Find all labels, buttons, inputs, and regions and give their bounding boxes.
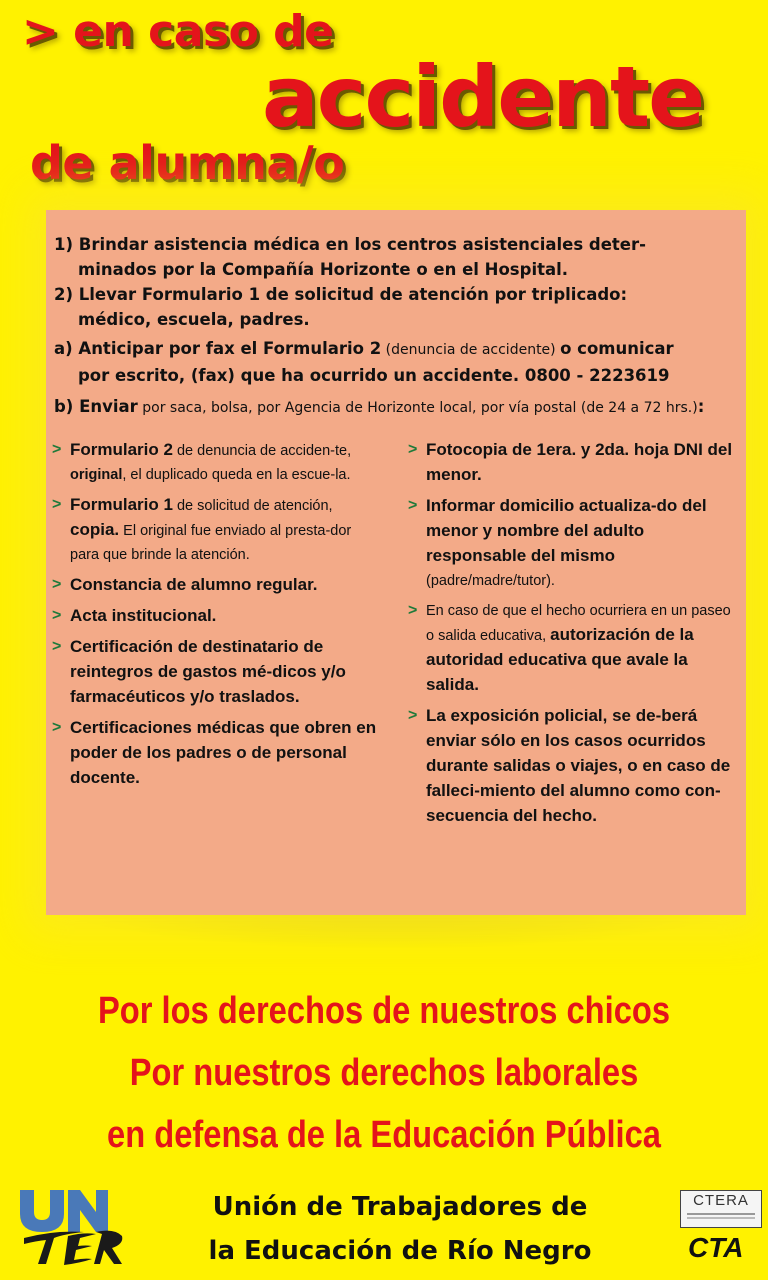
step-2-line-2: médico, escuela, padres. [78, 310, 310, 329]
step-b-bold-2: : [697, 397, 705, 416]
item-text-2: , el duplicado queda en la escue-la. [122, 467, 351, 483]
instructions-card [46, 210, 746, 915]
arrow-icon: > [52, 607, 62, 624]
slogan-1: Por los derechos de nuestros chicos [97, 990, 671, 1032]
list-item [52, 438, 382, 487]
step-b [54, 394, 744, 421]
steps-block [54, 232, 744, 421]
item-bold: Constancia de alumno regular. [70, 575, 318, 594]
list-item [52, 604, 382, 629]
headline-line-2: accidente [262, 48, 704, 146]
list-item [408, 494, 738, 593]
ctera-logo-rule [687, 1217, 755, 1219]
step-a-normal: (denuncia de accidente) [381, 342, 561, 358]
step-a-bold-1: a) Anticipar por fax el Formulario 2 [54, 339, 382, 358]
slogan-2: Por nuestros derechos laborales [129, 1052, 639, 1094]
item-text-2: El original fue enviado al presta-dor para que brinde la atención. [70, 523, 352, 563]
list-item [408, 704, 738, 829]
item-bold-2: copia. [70, 520, 120, 539]
slogan-3: en defensa de la Educación Pública [107, 1114, 661, 1156]
cta-logo: CTA [688, 1232, 744, 1263]
step-1-line-1: 1) Brindar asistencia médica en los centros asistenciales deter- [54, 235, 646, 254]
item-bold: Certificación de destinatario de reintegros de gastos mé-dicos y/o farmacéuticos y/o traslados. [70, 637, 346, 706]
step-b-bold-1: b) Enviar [54, 397, 138, 416]
step-a-bold-2: o comunicar [560, 339, 674, 358]
arrow-icon: > [408, 497, 418, 514]
left-column [52, 438, 382, 797]
list-item [408, 599, 738, 698]
item-text: (padre/madre/tutor). [426, 573, 555, 589]
arrow-icon: > [408, 602, 418, 619]
step-a-line-2: por escrito, (fax) que ha ocurrido un accidente. 0800 - 2223619 [78, 366, 670, 385]
item-bold-2: original [70, 467, 123, 483]
union-name-line-2: la Educación de Río Negro [208, 1236, 592, 1266]
item-bold: Fotocopia de 1era. y 2da. hoja DNI del menor. [426, 440, 733, 484]
headline-line-1: > en caso de [22, 6, 334, 57]
unter-logo-icon [18, 1186, 128, 1266]
ctera-logo-text: CTERA [693, 1192, 749, 1209]
step-2-line-1: 2) Llevar Formulario 1 de solicitud de atención por triplicado: [54, 285, 628, 304]
item-text: de solicitud de atención, [172, 498, 333, 514]
item-bold: Certificaciones médicas que obren en poder de los padres o de personal docente. [70, 718, 377, 787]
step-b-normal: por saca, bolsa, por Agencia de Horizonte local, por vía postal (de 24 a 72 hrs.) [137, 400, 698, 416]
item-bold: Informar domicilio actualiza-do del menor y nombre del adulto responsable del mismo [426, 496, 707, 565]
step-1-line-2: minados por la Compañía Horizonte o en el Hospital. [78, 260, 569, 279]
step-a [54, 336, 744, 363]
arrow-icon: > [52, 441, 62, 458]
item-bold: Formulario 2 [70, 440, 173, 459]
item-text: de denuncia de acciden-te, [172, 443, 352, 459]
ctera-logo [680, 1190, 762, 1228]
arrow-icon: > [408, 707, 418, 724]
item-bold: autorización de la autoridad educativa que avale la salida. [426, 625, 694, 694]
ctera-logo-rule [687, 1213, 755, 1215]
headline-line-3: de alumna/o [30, 136, 345, 190]
item-text: En caso de que el hecho ocurriera en un paseo o salida educativa, [426, 603, 731, 644]
right-column [408, 438, 738, 835]
list-item [52, 716, 382, 791]
item-bold: Formulario 1 [70, 495, 173, 514]
arrow-icon: > [52, 496, 62, 513]
arrow-icon: > [52, 576, 62, 593]
arrow-icon: > [52, 719, 62, 736]
list-item [52, 573, 382, 598]
item-bold: La exposición policial, se de-berá enviar sólo en los casos ocurridos durante salidas o viajes, o en caso de falleci-miento del alumno como con-secuencia del hecho. [426, 706, 731, 825]
list-item [408, 438, 738, 488]
arrow-icon: > [408, 441, 418, 458]
list-item [52, 493, 382, 567]
item-bold: Acta institucional. [70, 606, 217, 625]
union-name-line-1: Unión de Trabajadores de [212, 1192, 588, 1222]
unter-logo [18, 1186, 128, 1266]
arrow-icon: > [52, 638, 62, 655]
list-item [52, 635, 382, 710]
